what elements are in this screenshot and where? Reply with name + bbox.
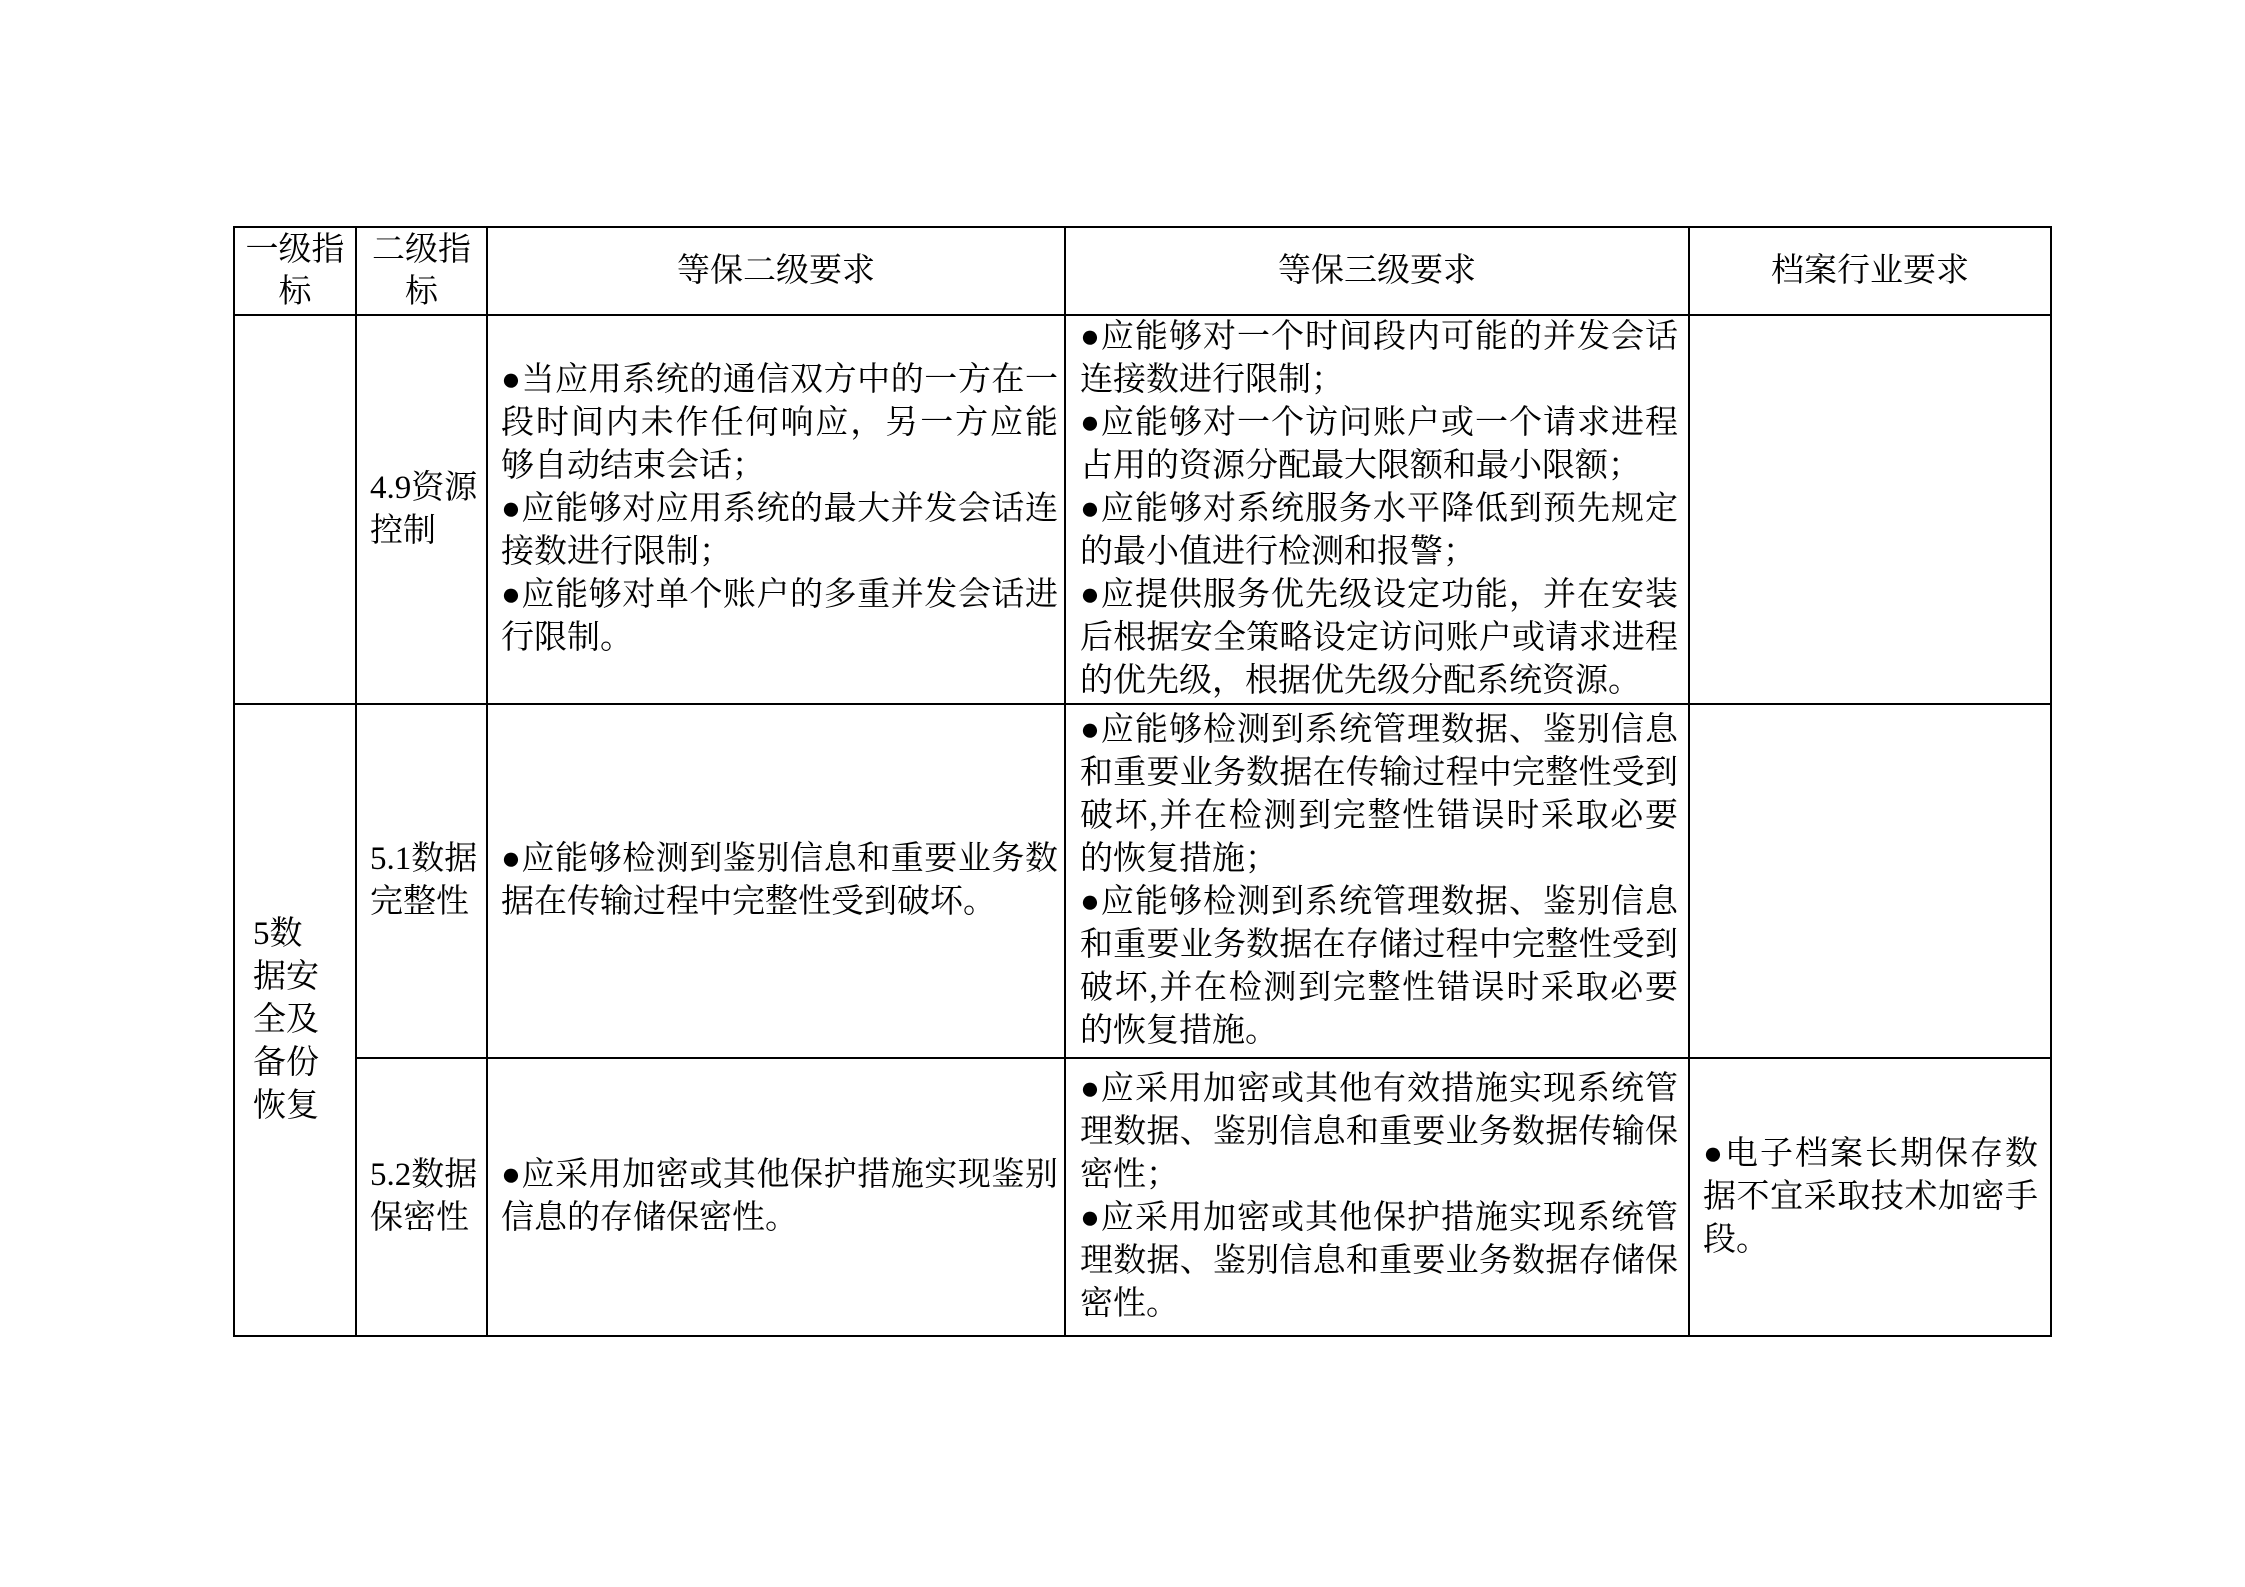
level2-label: 5.1数据完整性 [370, 841, 478, 920]
cell-grade2-resource-control [487, 315, 1065, 704]
bullet-item: ●应采用加密或其他保护措施实现系统管理数据、鉴别信息和重要业务数据存储保密性。 [1080, 1200, 1678, 1322]
cell-level1-empty [234, 315, 356, 704]
bullet-item: ●应提供服务优先级设定功能，并在安装后根据安全策略设定访问账户或请求进程的优先级，根据优先级分配系统资源。 [1080, 577, 1678, 699]
header-level2-indicator: 二级指标 [356, 227, 487, 315]
cell-level1-data-security [234, 704, 356, 1336]
table-row-data-integrity [234, 704, 2051, 1058]
cell-industry-empty [1689, 315, 2051, 704]
bullet-item: ●应能够对系统服务水平降低到预先规定的最小值进行检测和报警； [1080, 491, 1678, 570]
level2-label: 4.9资源控制 [370, 469, 478, 549]
bullet-item: ●应能够对一个访问账户或一个请求进程占用的资源分配最大限额和最小限额； [1080, 405, 1678, 484]
level2-label: 5.2数据保密性 [370, 1157, 478, 1236]
bullet-item: ●应采用加密或其他保护措施实现鉴别信息的存储保密性。 [501, 1157, 1058, 1236]
bullet-item: ●电子档案长期保存数据不宜采取技术加密手段。 [1703, 1135, 2038, 1258]
bullet-item: ●应能够对应用系统的最大并发会话连接数进行限制； [501, 491, 1058, 570]
header-row [234, 227, 2051, 315]
bullet-item: ●应采用加密或其他有效措施实现系统管理数据、鉴别信息和重要业务数据传输保密性； [1080, 1071, 1678, 1193]
cell-industry-empty [1689, 704, 2051, 1058]
bullet-item: ●应能够检测到系统管理数据、鉴别信息和重要业务数据在存储过程中完整性受到破坏,并在检测到完整性错误时采取必要的恢复措施。 [1080, 884, 1678, 1049]
table-row-data-confidentiality [234, 1058, 2051, 1336]
cell-level2-resource-control [356, 315, 487, 704]
cell-grade3-data-confidentiality [1065, 1058, 1689, 1336]
cell-industry-data-confidentiality [1689, 1058, 2051, 1336]
cell-level2-data-confidentiality [356, 1058, 487, 1336]
header-level1-indicator: 一级指标 [234, 227, 356, 315]
cell-grade2-data-integrity [487, 704, 1065, 1058]
cell-grade3-resource-control [1065, 315, 1689, 704]
bullet-item: ●应能够对单个账户的多重并发会话进行限制。 [501, 577, 1058, 656]
table-row-resource-control [234, 315, 2051, 704]
bullet-item: ●应能够检测到系统管理数据、鉴别信息和重要业务数据在传输过程中完整性受到破坏,并在检测到完整性错误时采取必要的恢复措施； [1080, 712, 1678, 877]
cell-grade2-data-confidentiality [487, 1058, 1065, 1336]
requirements-table [233, 226, 2052, 1337]
bullet-item: ●应能够检测到鉴别信息和重要业务数据在传输过程中完整性受到破坏。 [501, 841, 1058, 920]
header-archives-industry-requirements: 档案行业要求 [1689, 227, 2051, 315]
level1-label: 5数据安全及备份恢复 [253, 915, 319, 1124]
cell-level2-data-integrity [356, 704, 487, 1058]
header-grade3-requirements: 等保三级要求 [1065, 227, 1689, 315]
bullet-item: ●当应用系统的通信双方中的一方在一段时间内未作任何响应，另一方应能够自动结束会话； [501, 362, 1058, 484]
bullet-item: ●应能够对一个时间段内可能的并发会话连接数进行限制； [1080, 319, 1678, 398]
header-grade2-requirements: 等保二级要求 [487, 227, 1065, 315]
cell-grade3-data-integrity [1065, 704, 1689, 1058]
